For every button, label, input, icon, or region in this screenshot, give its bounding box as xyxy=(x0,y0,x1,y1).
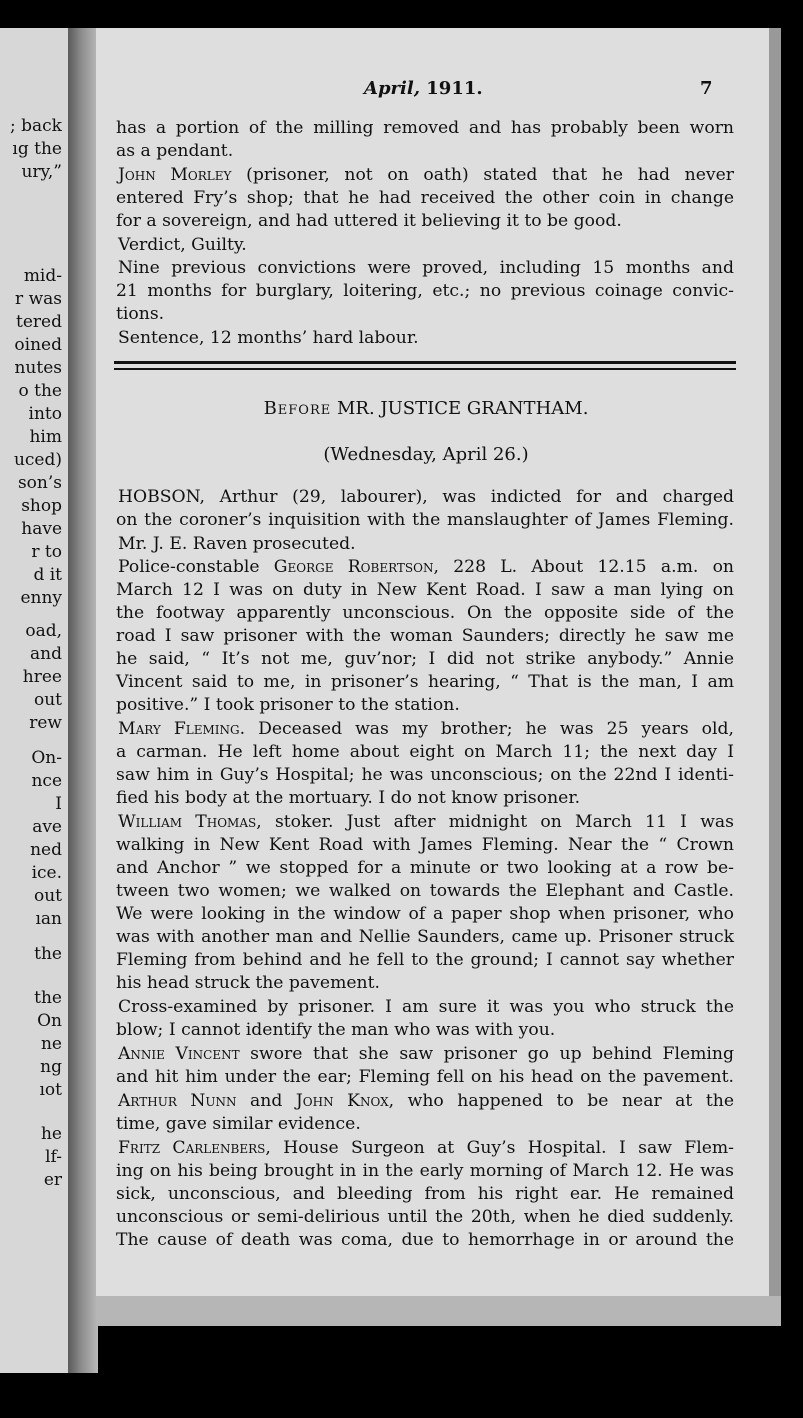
page-edge xyxy=(769,28,781,1296)
facing-page-text: oined xyxy=(14,335,62,355)
facing-page-text: ıot xyxy=(39,1080,62,1100)
text-line: Cross-examined by prisoner. I am sure it was you who struck the xyxy=(118,997,734,1017)
court-heading xyxy=(96,398,756,419)
text-line: he said, “ It’s not me, guv’nor; I did not strike anybody.” Annie xyxy=(116,649,734,669)
text-line: a carman. He left home about eight on March 11; the next day I xyxy=(116,742,734,762)
facing-page-text: On xyxy=(37,1011,62,1031)
text-line: Annie Vincent swore that she saw prisoner go up behind Fleming xyxy=(118,1044,734,1064)
facing-page-text: r was xyxy=(15,289,62,309)
sentence: Sentence, 12 months’ hard labour. xyxy=(118,328,419,348)
facing-page-text: r to xyxy=(31,542,62,562)
text-line: time, gave similar evidence. xyxy=(116,1114,361,1134)
text-line: Mr. J. E. Raven prosecuted. xyxy=(118,534,356,554)
text-line: and Anchor ” we stopped for a minute or two looking at a row be- xyxy=(116,858,734,878)
facing-page-text: he xyxy=(40,1124,62,1144)
facing-page-text: tered xyxy=(16,312,62,332)
facing-page-text: lf- xyxy=(45,1147,62,1167)
text-line: Fleming from behind and he fell to the ground; I cannot say whether xyxy=(116,950,734,970)
text-line: and hit him under the ear; Fleming fell on his head on the pavement. xyxy=(116,1067,734,1087)
facing-page-text: oad, xyxy=(25,621,62,641)
facing-page-text: son’s xyxy=(17,473,62,493)
facing-page-text: the xyxy=(34,944,62,964)
facing-page-text: nce xyxy=(31,771,62,791)
facing-page-text: out xyxy=(33,886,62,906)
text-line: Fritz Carlenbers, House Surgeon at Guy’s Hospital. I saw Flem- xyxy=(118,1138,734,1158)
facing-page-text: ng xyxy=(40,1057,62,1077)
text-line: HOBSON, Arthur (29, labourer), was indicted for and charged xyxy=(118,487,734,507)
facing-page-text: rew xyxy=(29,713,62,733)
facing-page-text: ice. xyxy=(31,863,62,883)
facing-page-text: ıan xyxy=(35,909,62,929)
facing-page-text: the xyxy=(34,988,62,1008)
witness-name: John Morley xyxy=(118,165,232,185)
book-page xyxy=(96,28,769,1296)
facing-page-text: have xyxy=(21,519,62,539)
witness-name: Fritz Carlenbers xyxy=(118,1138,266,1158)
facing-page-text: hree xyxy=(22,667,62,687)
text-line: blow; I cannot identify the man who was with you. xyxy=(116,1020,556,1040)
page-number: 7 xyxy=(700,78,713,99)
text-line: positive.” I took prisoner to the station. xyxy=(116,695,460,715)
facing-page-text: On- xyxy=(31,748,62,768)
section-rule xyxy=(114,361,736,364)
text-line: Vincent said to me, in prisoner’s hearing, “ That is the man, I am xyxy=(116,672,734,692)
facing-page-text: mid- xyxy=(23,266,62,286)
text-line: John Morley (prisoner, not on oath) stated that he had never xyxy=(118,165,734,185)
text-line: his head struck the pavement. xyxy=(116,973,380,993)
witness-name: William Thomas xyxy=(118,812,257,832)
text-line: tween two women; we walked on towards the Elephant and Castle. xyxy=(116,881,734,901)
text-line: unconscious or semi-delirious until the 20th, when he died suddenly. xyxy=(116,1207,734,1227)
witness-name: George Robertson xyxy=(273,557,434,577)
text-line: Nine previous convictions were proved, including 15 months and xyxy=(118,258,734,278)
text-line: Police-constable George Robertson, 228 L. About 12.15 a.m. on xyxy=(118,557,735,577)
text-line: 21 months for burglary, loitering, etc.; no previous coinage convic- xyxy=(116,281,734,301)
facing-page-text: out xyxy=(33,690,62,710)
text-line: fied his body at the mortuary. I do not know prisoner. xyxy=(116,788,581,808)
text-line: tions. xyxy=(116,304,165,324)
witness-name: John Knox xyxy=(295,1091,389,1111)
facing-page-text: and xyxy=(30,644,62,664)
running-head xyxy=(364,78,483,99)
text-line: on the coroner’s inquisition with the manslaughter of James Fleming. xyxy=(116,510,734,530)
page-bottom-edge xyxy=(96,1296,781,1326)
text-line: entered Fry’s shop; that he had received the other coin in change xyxy=(116,188,734,208)
facing-page-fragment xyxy=(0,28,68,1373)
facing-page-text: d it xyxy=(33,565,62,585)
facing-page-text: ned xyxy=(30,840,62,860)
witness-name: Mary Fleming xyxy=(118,719,240,739)
text-line: the footway apparently unconscious. On the opposite side of the xyxy=(116,603,734,623)
facing-page-text: ; back xyxy=(10,116,62,136)
running-head-year: 1911. xyxy=(426,78,483,99)
text-line: road I saw prisoner with the woman Saunders; directly he saw me xyxy=(116,626,734,646)
text-line: ing on his being brought in in the early morning of March 12. He was xyxy=(116,1161,734,1181)
witness-name: Arthur Nunn xyxy=(118,1091,237,1111)
text-line: sick, unconscious, and bleeding from his right ear. He remained xyxy=(116,1184,734,1204)
facing-page-text: uced) xyxy=(13,450,62,470)
heading-judge: MR. JUSTICE GRANTHAM. xyxy=(336,398,589,419)
facing-page-text: I xyxy=(55,794,62,814)
witness-name: Annie Vincent xyxy=(118,1044,240,1064)
text-line: We were looking in the window of a paper shop when prisoner, who xyxy=(116,904,734,924)
section-rule xyxy=(114,368,736,370)
text-line: William Thomas, stoker. Just after midnight on March 11 I was xyxy=(118,812,734,832)
text-line: was with another man and Nellie Saunders, came up. Prisoner struck xyxy=(116,927,734,947)
facing-page-text: him xyxy=(29,427,62,447)
text-line: as a pendant. xyxy=(116,141,234,161)
facing-page-text: ne xyxy=(40,1034,62,1054)
text-line: Mary Fleming. Deceased was my brother; he was 25 years old, xyxy=(118,719,734,739)
facing-page-text: ury,” xyxy=(21,162,62,182)
text-line: Arthur Nunn and John Knox, who happened to be near at the xyxy=(118,1091,734,1111)
text-line: walking in New Kent Road with James Fleming. Near the “ Crown xyxy=(116,835,734,855)
text-line: for a sovereign, and had uttered it believing it to be good. xyxy=(116,211,622,231)
facing-page-text: ave xyxy=(32,817,62,837)
facing-page-text: ıg the xyxy=(12,139,62,159)
trial-date: (Wednesday, April 26.) xyxy=(323,444,529,465)
text-line: March 12 I was on duty in New Kent Road. I saw a man lying on xyxy=(116,580,734,600)
running-head-month: April, xyxy=(364,78,420,99)
facing-page-text: enny xyxy=(20,588,62,608)
facing-page-text: nutes xyxy=(14,358,62,378)
book-gutter xyxy=(68,28,98,1373)
facing-page-text: er xyxy=(43,1170,62,1190)
facing-page-text: shop xyxy=(21,496,62,516)
text-line: saw him in Guy’s Hospital; he was unconscious; on the 22nd I identi- xyxy=(116,765,734,785)
text-line: has a portion of the milling removed and has probably been worn xyxy=(116,118,734,138)
facing-page-text: into xyxy=(28,404,62,424)
page-header xyxy=(96,78,769,102)
text-line: The cause of death was coma, due to hemorrhage in or around the xyxy=(116,1230,734,1250)
heading-before: Before xyxy=(263,398,332,419)
facing-page-text: o the xyxy=(18,381,62,401)
verdict: Verdict, Guilty. xyxy=(118,235,247,255)
